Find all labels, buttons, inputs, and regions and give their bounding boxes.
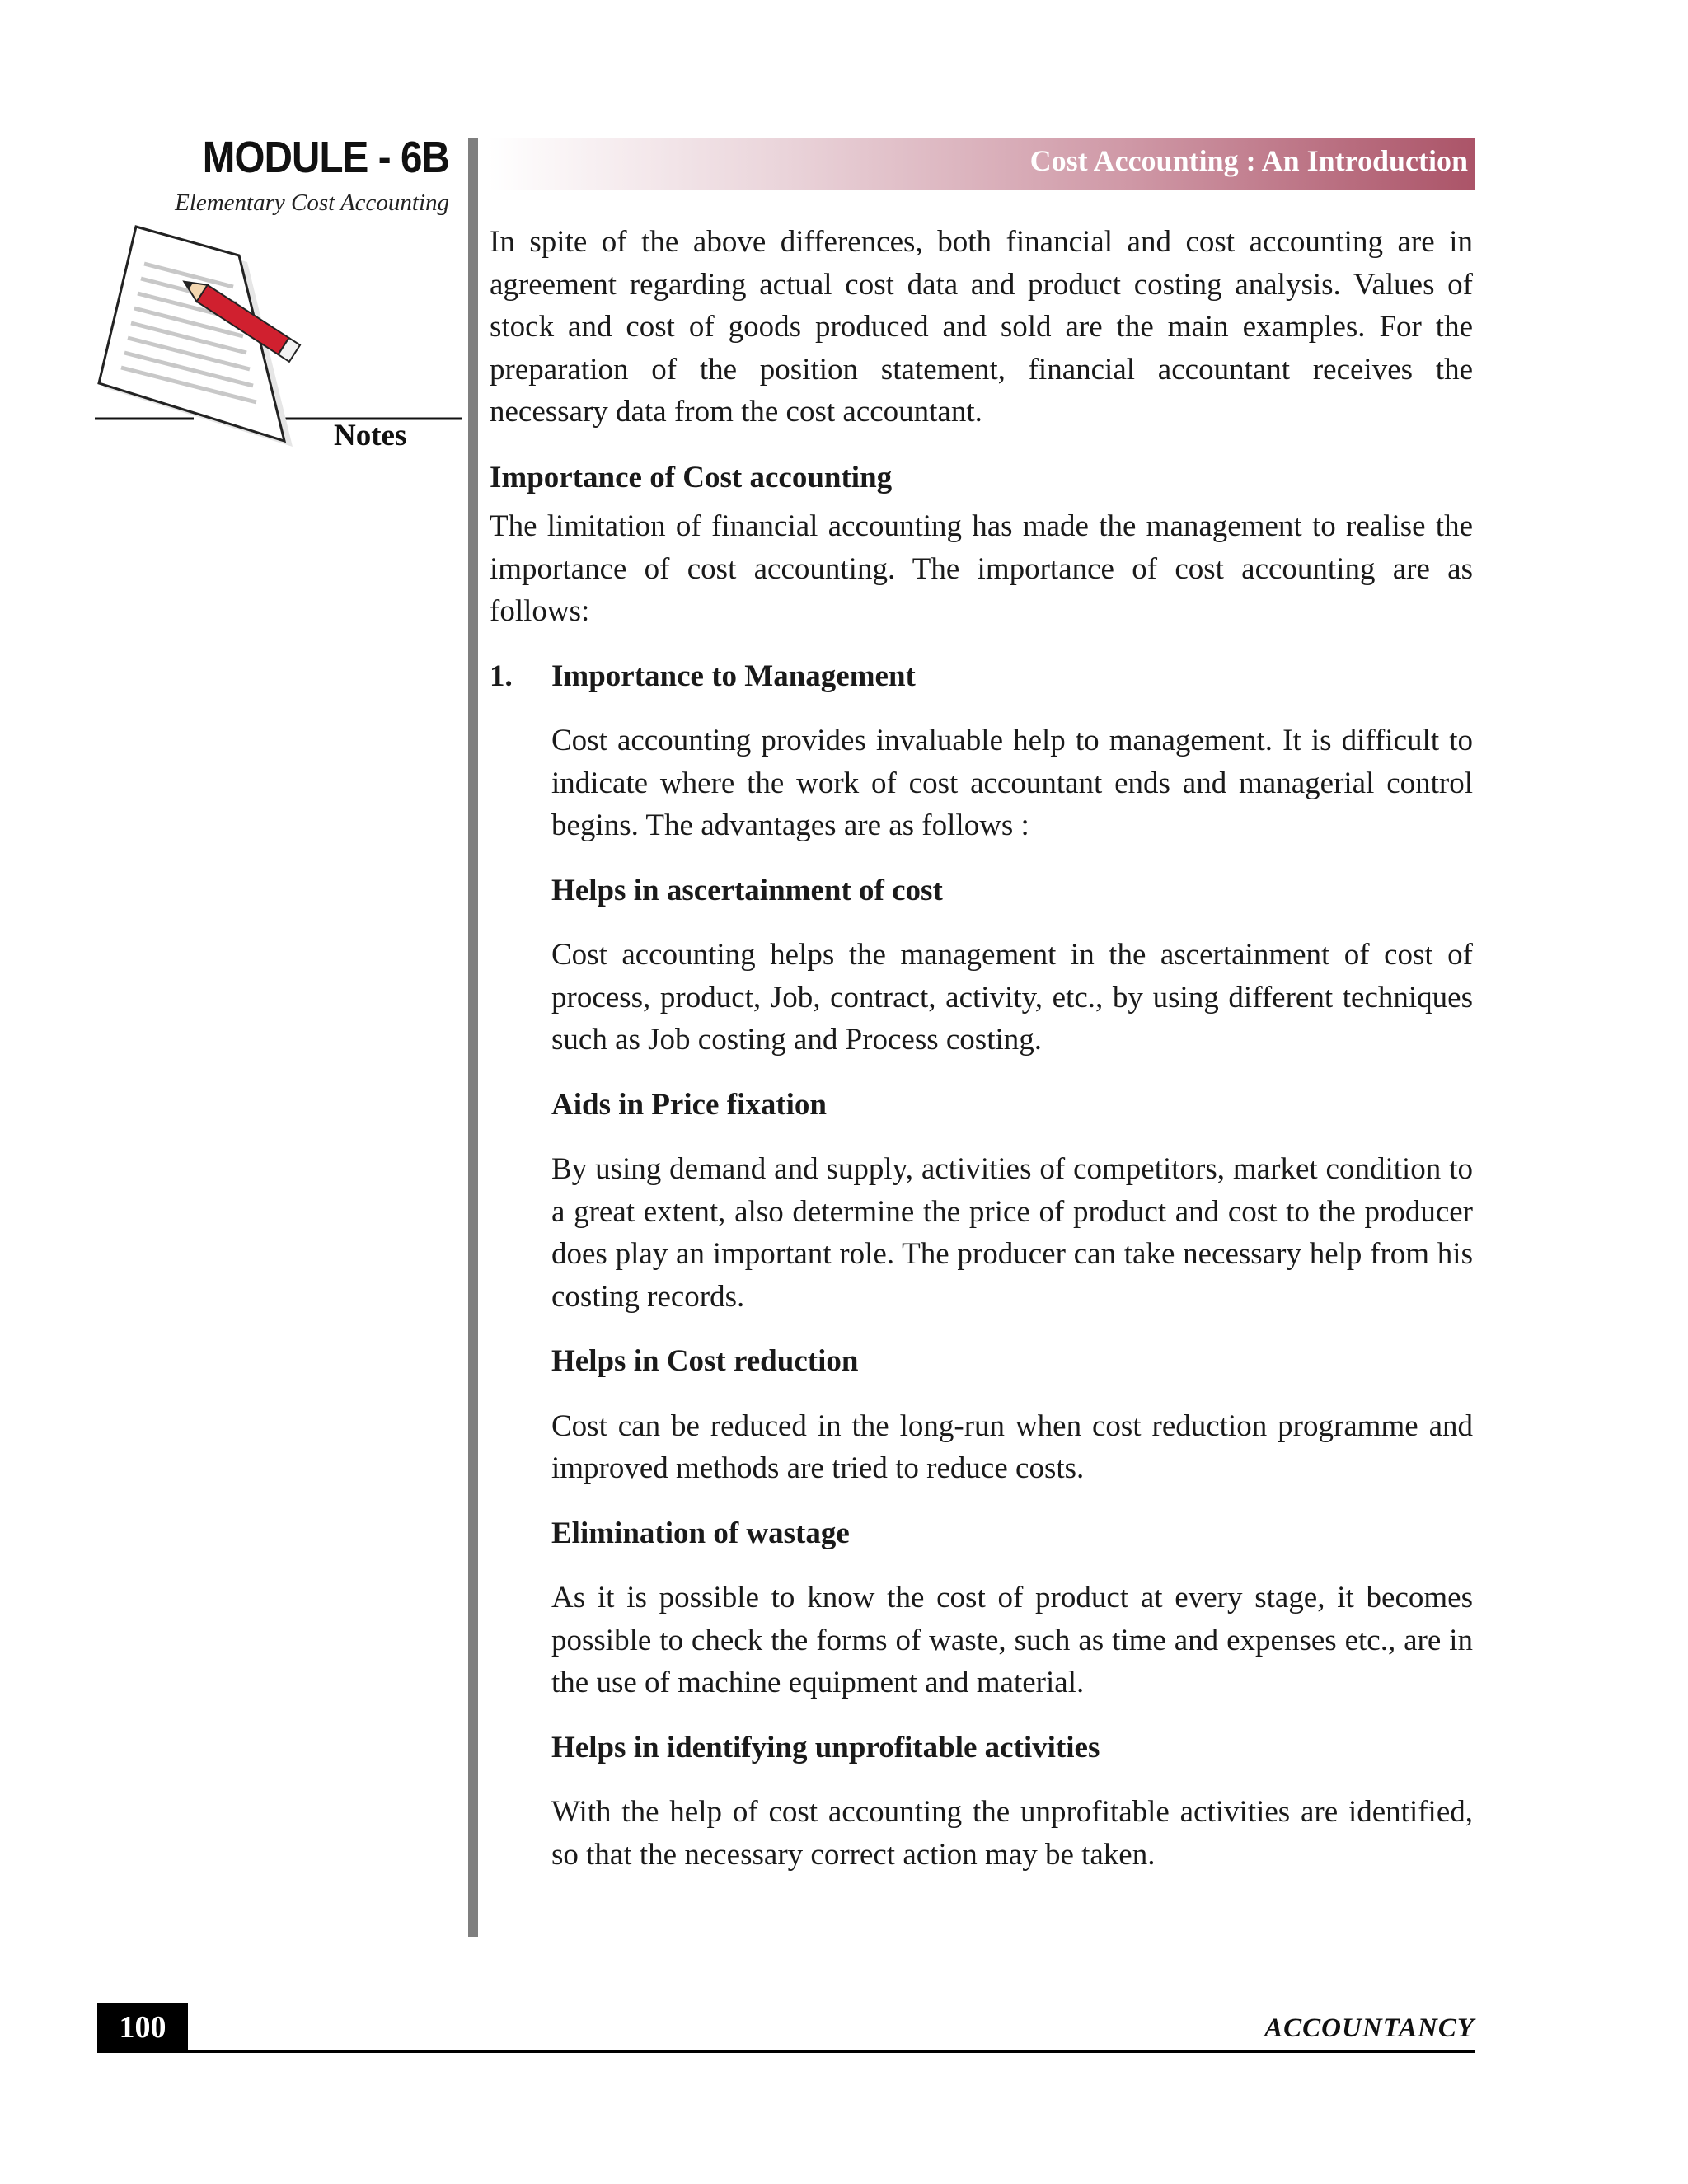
subsection-text: With the help of cost accounting the unprofitable activities are identified, so that the necessary correct action may be taken. [551, 1795, 1473, 1872]
item-1-heading [490, 655, 1473, 698]
subsection-heading: Elimination of wastage [551, 1516, 850, 1550]
chapter-title: Cost Accounting : An Introduction [1029, 144, 1468, 177]
subsection-text: As it is possible to know the cost of product at every stage, it becomes possible to check the forms of waste, such as time and expenses etc., are in the use of machine equipment and material. [551, 1581, 1473, 1699]
intro-paragraph: In spite of the above differences, both financial and cost accounting are in agreement regarding actual cost data and product costing analysis. Values of stock and cost of goods produced and sold are the main examples. For the preparation of the position statement, financial accountant receives the necessary data from the cost accountant. [490, 225, 1473, 429]
notes-label: Notes [334, 419, 407, 452]
item-1-text: Cost accounting provides invaluable help to management. It is difficult to indicate where the work of cost accountant ends and managerial control begins. The advantages are as follows : [551, 724, 1473, 842]
section-intro: The limitation of financial accounting has made the management to realise the importance of cost accounting. The importance of cost accounting are as follows: [490, 509, 1473, 628]
notes-illustration [95, 223, 466, 462]
chapter-header-band [488, 138, 1475, 190]
module-subtitle: Elementary Cost Accounting [175, 190, 449, 216]
page-content [490, 221, 1473, 1876]
subsection-text: Cost can be reduced in the long-run when cost reduction programme and improved methods are tried to reduce costs. [551, 1408, 1473, 1485]
subsection-text: By using demand and supply, activities of competitors, market condition to a great extent, also determine the price of product and cost to the producer does play an important role. The producer can take necessary help from his costing records. [551, 1152, 1473, 1314]
item-title: Importance to Management [551, 658, 916, 693]
margin-divider-bar [468, 138, 478, 1937]
subsection-heading: Aids in Price fixation [551, 1087, 828, 1122]
page-number: 100 [97, 2003, 188, 2052]
subsection-heading: Helps in ascertainment of cost [551, 873, 943, 907]
module-title: MODULE - 6B [202, 133, 449, 182]
footer-rule [97, 2050, 1475, 2053]
subsection-text: Cost accounting helps the management in the ascertainment of cost of process, product, Job, contract, activity, etc., by using different techniques such as Job costing and Process costing. [551, 938, 1473, 1057]
subsection-heading: Helps in Cost reduction [551, 1344, 859, 1378]
section-heading: Importance of Cost accounting [490, 460, 893, 494]
item-number: 1. [490, 658, 513, 693]
subsection-heading: Helps in identifying unprofitable activities [551, 1730, 1100, 1765]
footer-subject: ACCOUNTANCY [1264, 2013, 1475, 2043]
